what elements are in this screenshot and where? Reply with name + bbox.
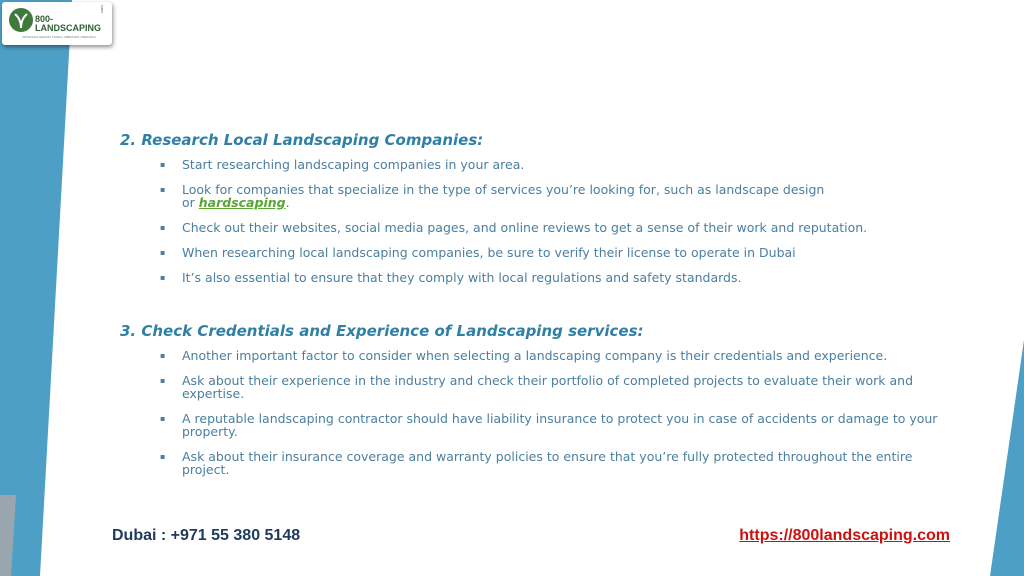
list-item-text: Look for companies that specialize in the type of services you’re looking for, such as landscape design (182, 182, 825, 197)
list-item (120, 221, 960, 234)
list-item (120, 183, 960, 209)
bullet-icon: ▪ (160, 351, 166, 360)
leaf-logo-icon (8, 7, 34, 33)
right-blue-band (990, 340, 1024, 576)
list-item-text-suffix: . (285, 195, 290, 210)
website-link[interactable]: https://800landscaping.com (739, 527, 950, 544)
list-item (120, 158, 960, 171)
section-heading: 3. Check Credentials and Experience of Landscaping services: (120, 322, 644, 340)
bullet-list (120, 349, 960, 476)
list-item-text-prefix: or (182, 195, 199, 210)
bullet-list (120, 158, 960, 284)
logo-domain-suffix: .com (99, 5, 104, 14)
list-item (120, 246, 960, 259)
section-research-companies (120, 131, 960, 296)
list-item-text: Another important factor to consider when selecting a landscaping company is their credentials and experience. (182, 348, 888, 363)
bullet-icon: ▪ (160, 376, 166, 385)
list-item-text: Ask about their insurance coverage and warranty policies to ensure that you’re fully protected throughout the entire project. (182, 449, 913, 477)
list-item (120, 374, 960, 400)
list-item (120, 450, 960, 476)
logo-brand-line1: 800- (35, 14, 54, 24)
hardscaping-link[interactable]: hardscaping (198, 195, 286, 210)
company-logo[interactable] (2, 2, 112, 45)
list-item-text: Check out their websites, social media pages, and online reviews to get a sense of their work and reputation. (182, 220, 868, 235)
bullet-icon: ▪ (160, 223, 166, 232)
bullet-icon: ▪ (160, 248, 166, 257)
section-check-credentials (120, 322, 960, 488)
list-item (120, 271, 960, 284)
list-item-text: Start researching landscaping companies in your area. (182, 157, 525, 172)
list-item-text: Ask about their experience in the industry and check their portfolio of completed projects to evaluate their work and expertise. (182, 373, 914, 401)
section-heading: 2. Research Local Landscaping Companies: (120, 131, 484, 149)
bullet-icon: ▪ (160, 452, 166, 461)
list-item-text: It’s also essential to ensure that they comply with local regulations and safety standards. (182, 270, 742, 285)
logo-tagline: ARTIFICIAL GRASS | TILING | ARBOURS | PERGOLA (22, 35, 96, 39)
logo-brand-line2: LANDSCAPING (35, 23, 102, 33)
list-item-text: A reputable landscaping contractor should have liability insurance to protect you in case of accidents or damage to your property. (182, 411, 938, 439)
list-item (120, 349, 960, 362)
bullet-icon: ▪ (160, 160, 166, 169)
bullet-icon: ▪ (160, 185, 166, 194)
list-item (120, 412, 960, 438)
bullet-icon: ▪ (160, 273, 166, 282)
logo-brand-text (35, 15, 101, 33)
list-item-text: When researching local landscaping companies, be sure to verify their license to operate in Dubai (182, 245, 796, 260)
bullet-icon: ▪ (160, 414, 166, 423)
contact-phone: Dubai : +971 55 380 5148 (112, 527, 301, 544)
left-blue-band (0, 0, 72, 576)
